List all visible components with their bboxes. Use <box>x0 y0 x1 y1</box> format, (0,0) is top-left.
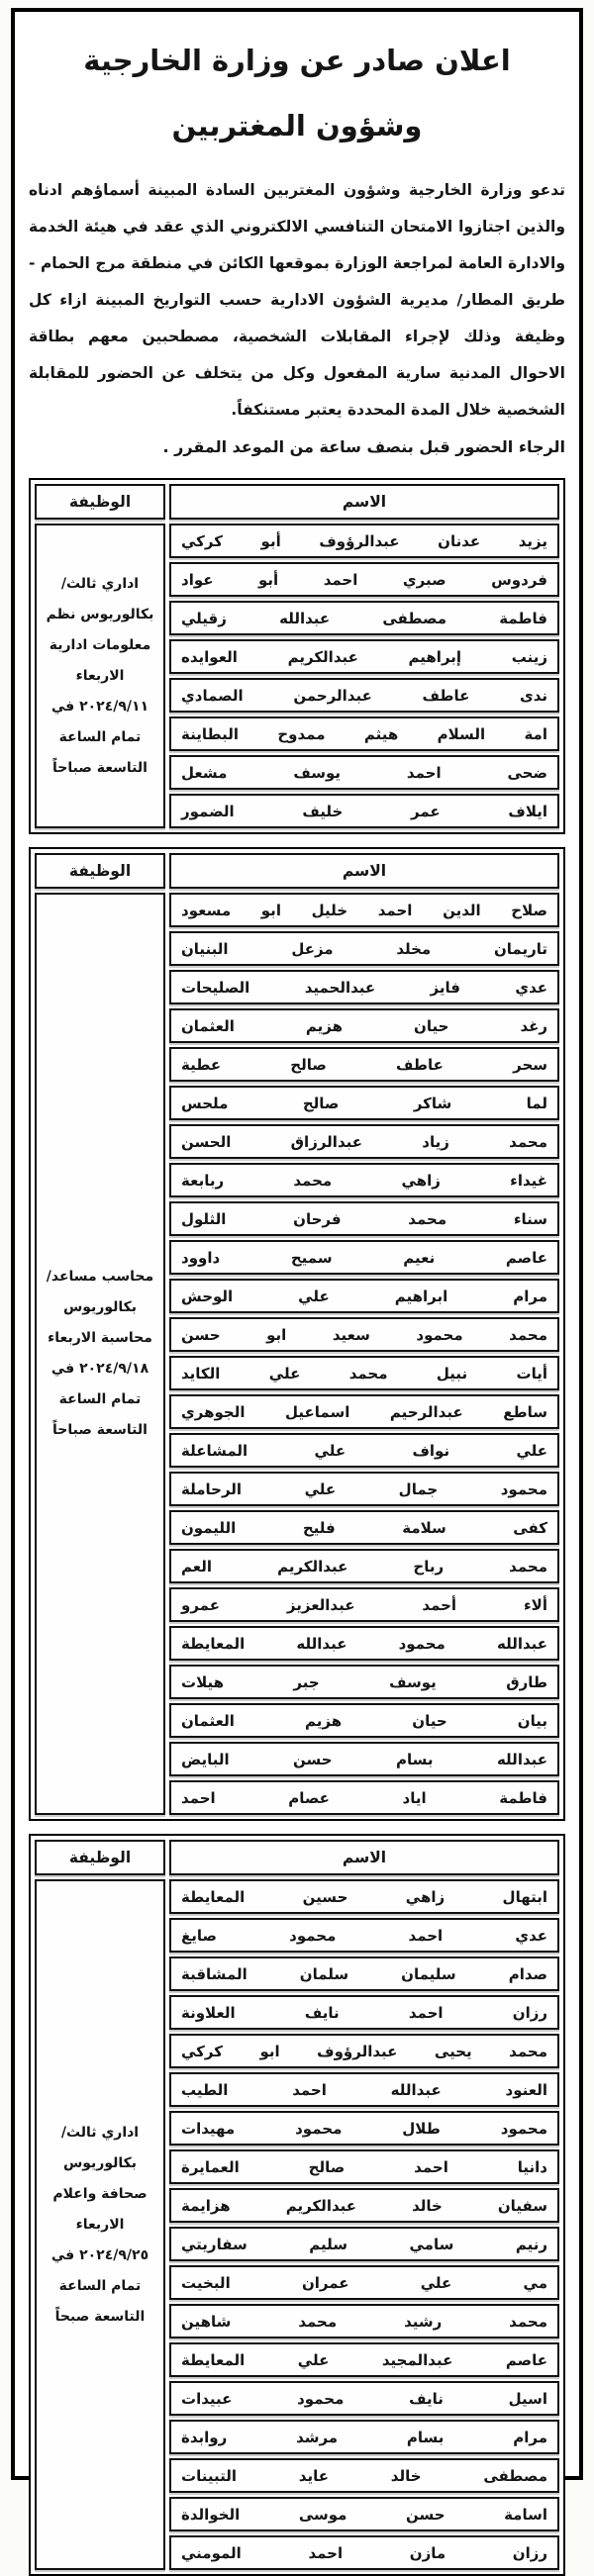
candidate-name-cell: ندى عاطف عبدالرحمن الصمادي <box>169 678 559 713</box>
announcement-border-frame <box>11 8 583 2562</box>
position-column-header: الوظيفة <box>35 484 165 520</box>
candidate-name-cell: مي علي عمران البخيت <box>169 2265 559 2300</box>
candidate-name-cell: العنود عبدالله احمد الطيب <box>169 2072 559 2107</box>
candidate-name-cell: محمد زياد عبدالرزاق الحسن <box>169 1124 559 1159</box>
candidate-name-cell: ألاء أحمد عبدالعزيز عمرو <box>169 1587 559 1622</box>
position-details-cell: اداري ثالث/ بكالوريوس نظم معلومات ادارية الاربعاء ٢٠٢٤/٩/١١ في تمام الساعة التاسعة صباحاً <box>35 524 165 828</box>
candidate-name-cell: محمد رشيد محمد شاهين <box>169 2304 559 2338</box>
candidates-table-2 <box>29 847 565 1821</box>
candidate-name-cell: يزيد عدنان عبدالرؤوف أبو كركي <box>169 524 559 558</box>
candidate-name-cell: علي نواف علي المشاعلة <box>169 1433 559 1468</box>
candidate-name-cell: عدي احمد محمود صايغ <box>169 1918 559 1953</box>
candidate-name-cell: محمود جمال علي الرحاملة <box>169 1472 559 1506</box>
candidate-name-cell: عاصم نعيم سميح داوود <box>169 1240 559 1275</box>
position-column-header: الوظيفة <box>35 853 165 889</box>
table-row <box>35 1879 559 1914</box>
candidate-name-cell: ابتهال زاهي حسين المعايطة <box>169 1879 559 1914</box>
candidate-name-cell: محمد يحيى عبدالرؤوف ابو كركي <box>169 2034 559 2068</box>
table-row <box>35 893 559 927</box>
candidate-name-cell: امة السلام هيثم ممدوح البطاينة <box>169 716 559 751</box>
candidate-name-cell: عبدالله بسام حسن البايض <box>169 1742 559 1776</box>
candidate-name-cell: زينب إبراهيم عبدالكريم العوايده <box>169 639 559 674</box>
candidate-name-cell: ايلاف عمر خليف الضمور <box>169 794 559 828</box>
candidate-name-cell: فاطمة اياد عصام احمد <box>169 1780 559 1815</box>
candidate-name-cell: صدام سليمان سلمان المشاقبة <box>169 1956 559 1991</box>
candidate-name-cell: رغد حيان هزيم العثمان <box>169 1008 559 1043</box>
candidate-name-cell: رزان مازن احمد المومني <box>169 2535 559 2570</box>
candidate-name-cell: عدي فايز عبدالحميد الصليحات <box>169 970 559 1004</box>
candidate-name-cell: كفى سلامة فليح الليمون <box>169 1510 559 1545</box>
candidate-name-cell: طارق يوسف جبر هيلات <box>169 1665 559 1699</box>
table-header-row <box>35 853 559 889</box>
candidate-name-cell: ضحى احمد يوسف مشعل <box>169 755 559 790</box>
candidate-name-cell: اسامة حسن موسى الخوالدة <box>169 2497 559 2531</box>
candidate-name-cell: محمد رباح عبدالكريم العم <box>169 1549 559 1583</box>
candidate-name-cell: أيات نبيل محمد علي الكايد <box>169 1356 559 1390</box>
candidate-name-cell: فردوس صبري احمد أبو عواد <box>169 562 559 597</box>
candidate-name-cell: فاطمة مصطفى عبدالله زقيلي <box>169 601 559 635</box>
candidate-name-cell: محمود طلال محمود مهيدات <box>169 2111 559 2146</box>
announcement-title-line2: وشؤون المغتربين <box>171 109 423 143</box>
candidate-name-cell: لما شاكر صالح ملحس <box>169 1086 559 1120</box>
candidate-name-cell: عبدالله محمود عبدالله المعايطة <box>169 1626 559 1661</box>
candidate-name-cell: بيان حيان هزيم العثمان <box>169 1703 559 1738</box>
candidate-name-cell: سناء محمد فرحان الثلول <box>169 1201 559 1236</box>
table-header-row <box>35 484 559 520</box>
candidate-name-cell: مرام بسام مرشد روابدة <box>169 2420 559 2454</box>
position-column-header: الوظيفة <box>35 1840 165 1875</box>
candidate-name-cell: دانيا احمد صالح العمايرة <box>169 2149 559 2184</box>
candidate-name-cell: مصطفى خالد عايد التبينات <box>169 2458 559 2493</box>
announcement-body-text: تدعو وزارة الخارجية وشؤون المغتربين السادة المبينة أسماؤهم ادناه والذين اجتازوا الامتحان التنافسي الالكتروني الذي عقد في هيئة الخدمة والادارة العامة لمراجعة الوزارة بموقعها الكائن في منطقة مرج الحمام - طريق المطار/ مديرية الشؤون الادارية حسب التواريخ المبينة ازاء كل وظيفة وذلك لإجراء المقابلات الشخصية، مصطحبين معهم بطاقة الاحوال المدنية سارية المفعول وكل من يتخلف عن الحضور للمقابلة الشخصية خلال المدة المحددة يعتبر مستنكفاً. <box>29 181 565 419</box>
position-details-cell: اداري ثالث/ بكالوريوس صحافة واعلام الاربعاء ٢٠٢٤/٩/٢٥ في تمام الساعة التاسعة صبحاً <box>35 1879 165 2570</box>
name-column-header: الاسم <box>169 853 559 889</box>
candidate-name-cell: ساطع عبدالرحيم اسماعيل الجوهري <box>169 1394 559 1429</box>
name-column-header: الاسم <box>169 1840 559 1875</box>
table-header-row <box>35 1840 559 1875</box>
announcement-title <box>29 28 565 158</box>
candidate-name-cell: اسيل نايف محمود عبيدات <box>169 2381 559 2416</box>
candidate-name-cell: رنيم سامي سليم سفاريتي <box>169 2227 559 2261</box>
candidate-name-cell: رزان احمد نايف العلاونة <box>169 1995 559 2030</box>
candidate-name-cell: عاصم عبدالمجيد علي المعايطة <box>169 2342 559 2377</box>
candidate-name-cell: سفيان خالد عبدالكريم هزايمة <box>169 2188 559 2223</box>
candidate-name-cell: محمد محمود سعيد ابو حسن <box>169 1317 559 1352</box>
candidate-name-cell: صلاح الدين احمد خليل ابو مسعود <box>169 893 559 927</box>
name-column-header: الاسم <box>169 484 559 520</box>
announcement-title-line1: اعلان صادر عن وزارة الخارجية <box>83 44 511 77</box>
table-row <box>35 524 559 558</box>
candidate-name-cell: تاريمان مخلد مزعل البنيان <box>169 931 559 966</box>
candidates-table-1 <box>29 478 565 834</box>
candidate-name-cell: غيداء زاهي محمد ربابعة <box>169 1163 559 1197</box>
candidates-table-3 <box>29 1834 565 2576</box>
candidate-name-cell: مرام ابراهيم علي الوحش <box>169 1279 559 1313</box>
candidate-name-cell: سحر عاطف صالح عطية <box>169 1047 559 1082</box>
closing-instruction: الرجاء الحضور قبل بنصف ساعة من الموعد المقرر . <box>162 437 565 456</box>
position-details-cell: محاسب مساعد/ بكالوريوس محاسبة الاربعاء ٢٠٢٤/٩/١٨ في تمام الساعة التاسعة صباحاً <box>35 893 165 1815</box>
